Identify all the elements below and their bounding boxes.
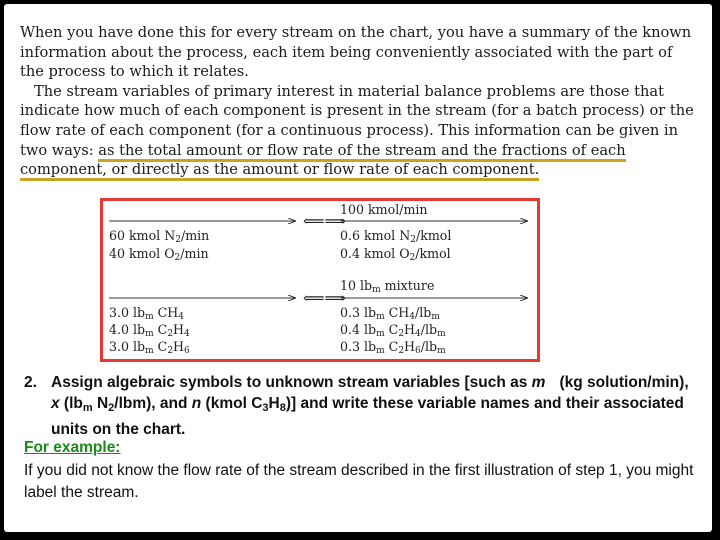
- stream-1-o2-flow: 40 kmol $O_2/\min$: [109, 246, 209, 263]
- mass-flow-symbol: m: [531, 374, 546, 391]
- stream-1-total-flow: 100 kmol/min: [340, 202, 428, 217]
- stream-1-n2-flow: 60 kmol $N_2/\min$: [109, 228, 210, 245]
- stream-2-c2h6-mass: 3.0 $lb_m$ $C_2H_6$: [109, 339, 190, 356]
- step-2-instruction: [24, 372, 694, 440]
- step-2-text: Assign algebraic symbols to unknown stream variables [such as m (kg solution/min), x ($lb_m$ $N_2/lbm$), and n (kmol $C_3H_8$)] and write these variable names and their associated units on the chart.: [51, 374, 689, 438]
- excerpt-paragraph-2-text: The stream variables of primary interest in material balance problems are those that indicate how much of each component is present in the stream (for a batch process) or the flow rate of each component (for a continuous process). This information can be given in two ways:: [20, 82, 694, 159]
- stream-2-total-mass: 10 $lb_m$ mixture: [340, 278, 435, 295]
- stream-equivalence-diagram: [100, 198, 540, 362]
- stream-1-n2-fraction: 0.6 kmol $N_2$/kmol: [340, 228, 452, 245]
- stream-2-c2h4-fraction: 0.4 $lb_m$ $C_2H_4/lb_m$: [340, 322, 446, 339]
- example-text: If you did not know the flow rate of the stream described in the first illustration of step 1, you might label the stream.: [24, 462, 694, 501]
- step-number: 2.: [24, 374, 37, 391]
- excerpt-paragraph-2: [20, 82, 700, 180]
- example-heading: For example:: [24, 439, 121, 456]
- equivalence-symbol-1: ⟸⟹: [303, 212, 347, 230]
- scanned-textbook-excerpt: [20, 23, 700, 180]
- stream-2-c2h4-mass: 4.0 $lb_m$ $C_2H_4$: [109, 322, 190, 339]
- stream-2-c2h6-fraction: 0.3 $lb_m$ $C_2H_6/lb_m$: [340, 339, 446, 356]
- equivalence-symbol-2: ⟸⟹: [303, 289, 347, 307]
- stream-2-ch4-fraction: 0.3 $lb_m$ $CH_4/lb_m$: [340, 305, 440, 322]
- stream-2-ch4-mass: 3.0 $lb_m$ $CH_4$: [109, 305, 185, 322]
- excerpt-paragraph-1: When you have done this for every stream on the chart, you have a summary of the known information about the process, each item being conveniently associated with the part of the process to which it relates.: [20, 24, 692, 81]
- highlighted-definition: as the total amount or flow rate of the stream and the fractions of each component, or directly as the amount or flow rate of each component.: [20, 142, 626, 182]
- stream-1-o2-fraction: 0.4 kmol $O_2$/kmol: [340, 246, 451, 263]
- slide: [4, 4, 712, 532]
